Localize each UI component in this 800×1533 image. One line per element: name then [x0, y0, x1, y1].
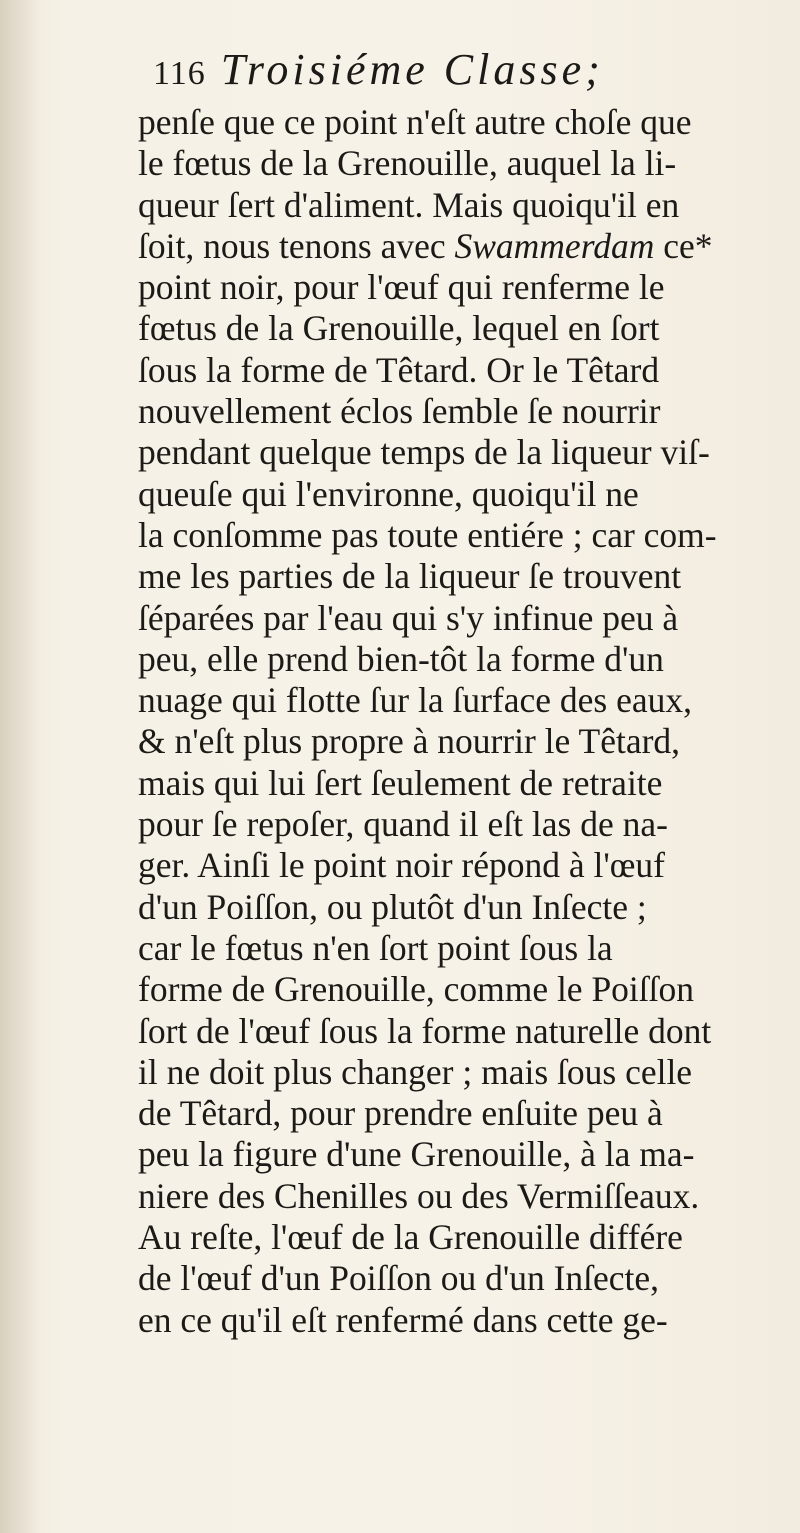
line-italic-text: Swammerdam [454, 225, 655, 266]
text-line [138, 1052, 778, 1093]
page-header [153, 44, 773, 104]
text-line [138, 474, 778, 515]
body-text [138, 102, 778, 1341]
line-text: le fœtus de la Grenouille, auquel la li- [138, 143, 677, 184]
line-text-after: ce* [654, 225, 713, 266]
text-line [138, 969, 778, 1010]
line-text: mais qui lui ſert ſeulement de retraite [138, 762, 663, 803]
text-line [138, 515, 778, 556]
line-text: peu, elle prend bien-tôt la forme d'un [138, 638, 664, 679]
line-text: ſous la forme de Têtard. Or le Têtard [138, 349, 660, 390]
text-line [138, 432, 778, 473]
text-line [138, 350, 778, 391]
text-line [138, 1258, 778, 1299]
line-text: ſéparées par l'eau qui s'y infinue peu à [138, 597, 679, 638]
line-text: nouvellement éclos ſemble ſe nourrir [138, 391, 661, 432]
text-line [138, 639, 778, 680]
running-title: Troisiéme Classe; [220, 45, 604, 94]
text-line [138, 1093, 778, 1134]
line-text: & n'eſt plus propre à nourrir le Têtard, [138, 721, 681, 762]
line-text: ger. Ainſi le point noir répond à l'œuf [138, 845, 665, 886]
line-text: de Têtard, pour prendre enſuite peu à [138, 1093, 663, 1134]
line-text: penſe que ce point n'eſt autre choſe que [138, 102, 692, 142]
page-fold-shadow [0, 0, 40, 1533]
line-text: peu la figure d'une Grenouille, à la ma- [138, 1134, 695, 1175]
line-text: forme de Grenouille, comme le Poiſſon [138, 969, 695, 1010]
text-line [138, 680, 778, 721]
text-line [138, 928, 778, 969]
line-text: d'un Poiſſon, ou plutôt d'un Inſecte ; [138, 886, 647, 927]
line-text: fœtus de la Grenouille, lequel en ſort [138, 308, 660, 349]
text-line [138, 1011, 778, 1052]
line-text: ſort de l'œuf ſous la forme naturelle dont [138, 1010, 712, 1051]
line-text: de l'œuf d'un Poiſſon ou d'un Inſecte, [138, 1258, 660, 1299]
text-line [138, 1217, 778, 1258]
line-text: point noir, pour l'œuf qui renferme le [138, 267, 665, 308]
line-text: queur ſert d'aliment. Mais quoiqu'il en [138, 184, 680, 225]
line-text: pour ſe repoſer, quand il eſt las de na- [138, 804, 668, 845]
text-line [138, 1300, 778, 1341]
line-text: queuſe qui l'environne, quoiqu'il ne [138, 473, 639, 514]
line-text: car le fœtus n'en ſort point ſous la [138, 927, 613, 968]
text-line [138, 598, 778, 639]
text-line [138, 185, 778, 226]
text-line [138, 804, 778, 845]
text-line [138, 102, 778, 143]
line-text: pendant quelque temps de la liqueur viſ- [138, 432, 710, 473]
line-text: la conſomme pas toute entiére ; car com- [138, 514, 717, 555]
text-line [138, 267, 778, 308]
line-text: Au reſte, l'œuf de la Grenouille différe [138, 1217, 683, 1258]
text-line [138, 845, 778, 886]
text-line [138, 1134, 778, 1175]
text-line [138, 308, 778, 349]
text-line [138, 763, 778, 804]
page-number: 116 [153, 55, 206, 92]
line-text: nuage qui flotte ſur la ſurface des eaux, [138, 680, 692, 721]
text-line [138, 1176, 778, 1217]
text-line [138, 887, 778, 928]
line-text: niere des Chenilles ou des Vermiſſeaux. [138, 1175, 700, 1216]
text-line [138, 226, 778, 267]
line-text: me les parties de la liqueur ſe trouvent [138, 556, 682, 597]
text-line [138, 721, 778, 762]
line-text: ſoit, nous tenons avec [138, 225, 455, 266]
line-text: il ne doit plus changer ; mais ſous celle [138, 1051, 693, 1092]
text-line [138, 556, 778, 597]
line-text: en ce qu'il eſt renfermé dans cette ge- [138, 1299, 668, 1340]
text-line [138, 391, 778, 432]
text-line [138, 143, 778, 184]
